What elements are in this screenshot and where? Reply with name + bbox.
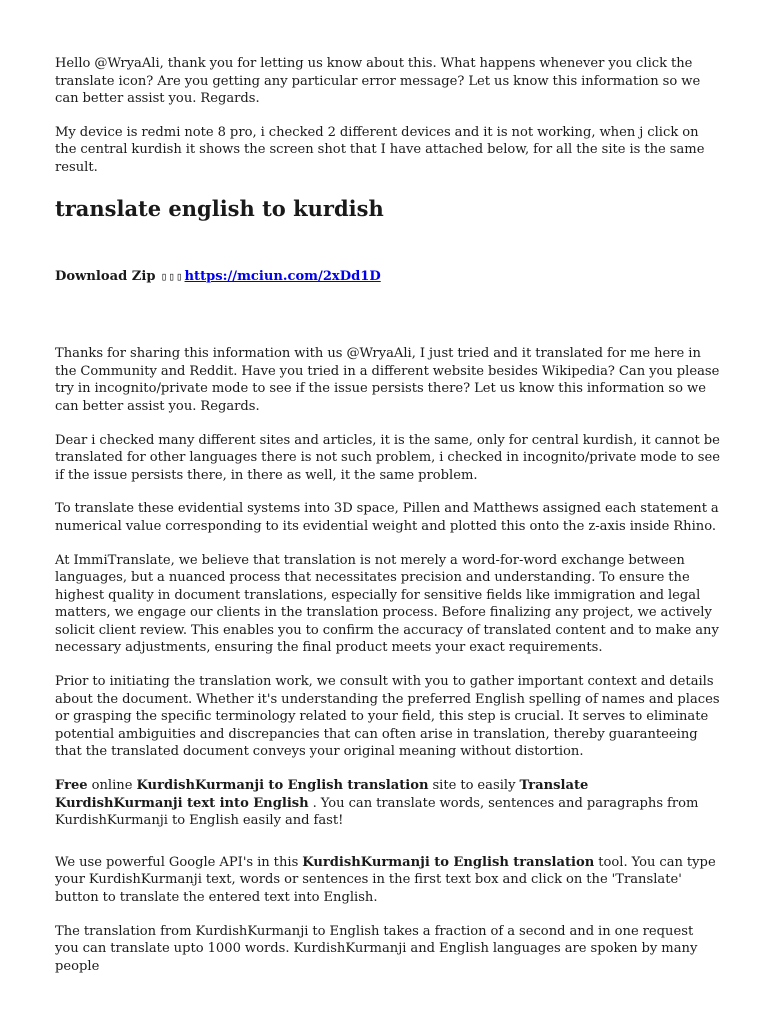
download-label: Download Zip: [55, 268, 156, 284]
paragraph-hello: Hello @WryaAli, thank you for letting us know about this. What happens whenever you click the translate icon? Are you getting any particular error message? Let us know this information so we can better assist you. Regards.: [55, 56, 701, 107]
paragraph-google: [55, 854, 720, 907]
bold-translation-site: KurdishKurmanji to English translation: [136, 778, 429, 794]
paragraph-thanks: Thanks for sharing this information with us @WryaAli, I just tried and it translated for me here in the Community and Reddit. Have you tried in a different website besides Wikipedia? Can you please try in incognito/private mode to see if the issue persists there? Let us know this information so we can better assist you. Regards.: [55, 346, 720, 414]
download-link[interactable]: https://mciun.com/2xDd1D: [184, 268, 381, 284]
bold-translation-tool: KurdishKurmanji to English translation: [302, 854, 595, 870]
paragraph-dear: Dear i checked many different sites and articles, it is the same, only for central kurdish, it cannot be translated for other languages there is not such problem, i checked in incognito/private mode to see if the issue persists there, in there as well, it the same problem.: [55, 432, 720, 483]
paragraph-free: [55, 777, 720, 830]
missing-glyph-icons: ▯▯▯: [160, 269, 184, 283]
document-page: [55, 55, 720, 991]
paragraph-evidential: To translate these evidential systems into 3D space, Pillen and Matthews assigned each statement a numerical value corresponding to its evidential weight and plotted this onto the z-axis inside Rhino.: [55, 501, 719, 534]
text-online: online: [87, 778, 137, 794]
spacer: [55, 285, 720, 345]
download-line: [55, 268, 720, 286]
bold-translate-text: Translate KurdishKurmanji text into English: [55, 778, 589, 811]
paragraph-fraction: The translation from KurdishKurmanji to English takes a fraction of a second and in one request you can translate upto 1000 words. KurdishKurmanji and English languages are spoken by many people: [55, 923, 698, 974]
text-google-api: We use powerful Google API's in this: [55, 854, 303, 870]
page-title: translate english to kurdish: [55, 195, 384, 221]
paragraph-device: My device is redmi note 8 pro, i checked 2 different devices and it is not working, when j click on the central kurdish it shows the screen shot that I have attached below, for all the site is the same result.: [55, 124, 705, 175]
text-tool-description: tool. You can type your KurdishKurmanji text, words or sentences in the first text box and click on the 'Translate' button to translate the entered text into English.: [55, 854, 716, 905]
paragraph-immitranslate: At ImmiTranslate, we believe that translation is not merely a word-for-word exchange between languages, but a nuanced process that necessitates precision and understanding. To ensure the highest quality in document translations, especially for sensitive fields like immigration and legal matters, we engage our clients in the translation process. Before finalizing any project, we actively solicit client review. This enables you to confirm the accuracy of translated content and to make any necessary adjustments, ensuring the final product meets your exact requirements.: [55, 552, 719, 656]
paragraph-prior: Prior to initiating the translation work, we consult with you to gather important context and details about the document. Whether it's understanding the preferred English spelling of names and places or grasping the specific terminology related to your field, this step is crucial. It serves to eliminate potential ambiguities and discrepancies that can often arise in translation, thereby guaranteeing that the translated document conveys your original meaning without distortion.: [55, 674, 720, 760]
text-site: site to easily: [428, 778, 520, 794]
text-translate-words: . You can translate words, sentences and paragraphs from KurdishKurmanji to English easily and fast!: [55, 795, 699, 829]
bold-free: Free: [55, 778, 88, 794]
